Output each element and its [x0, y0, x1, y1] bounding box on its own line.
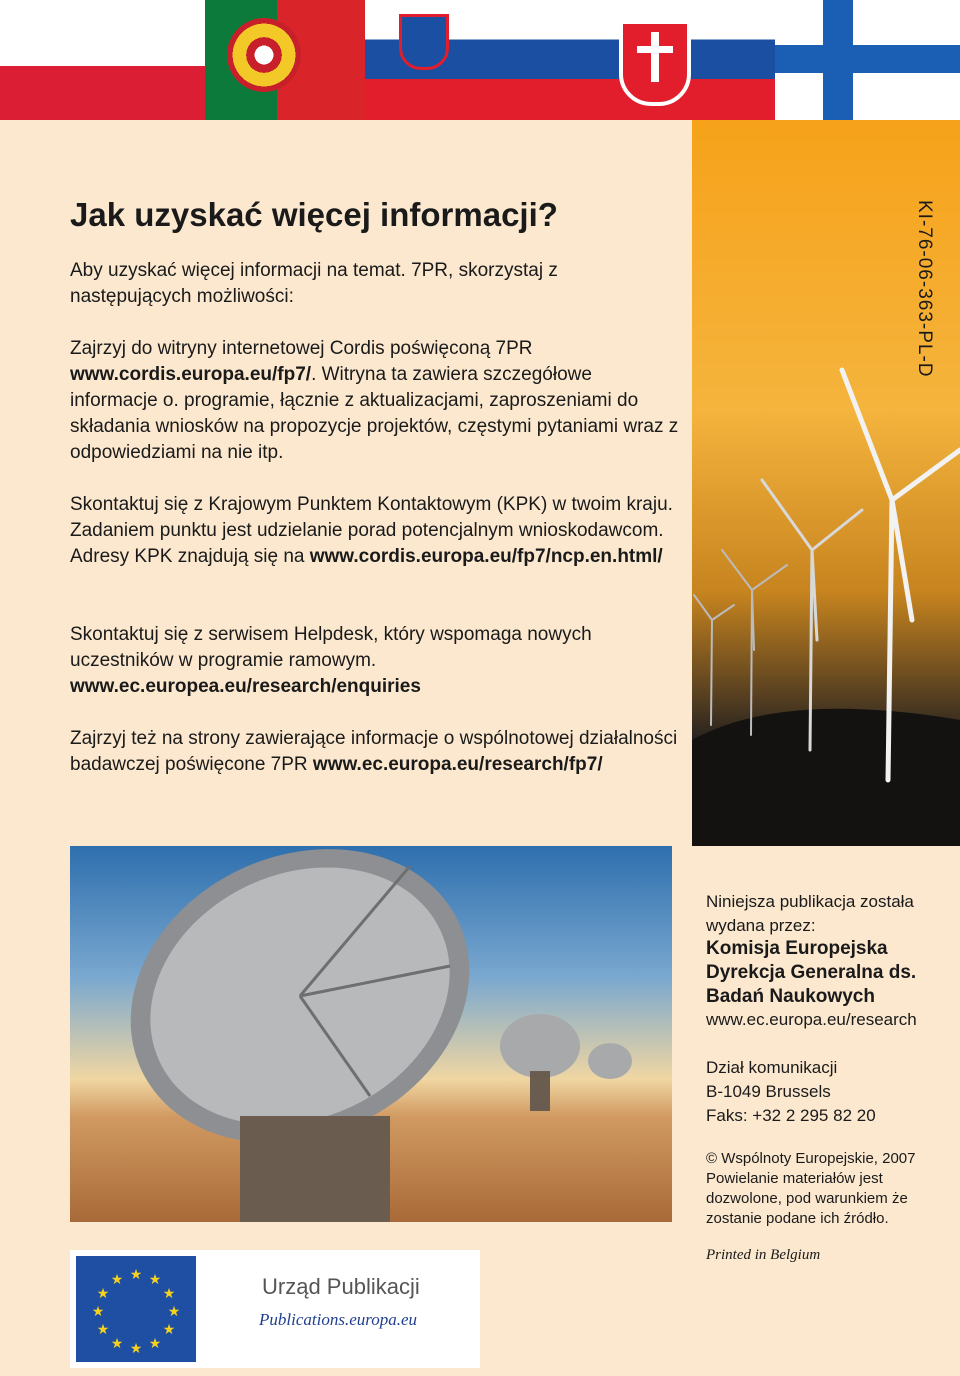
publications-office-logo [70, 1250, 480, 1368]
publisher-department: Dział komunikacji [706, 1058, 838, 1077]
svg-text:★: ★ [91, 1304, 105, 1320]
logo-subtitle: Publications.europa.eu [259, 1310, 418, 1329]
research-paragraph: Zajrzyj też na strony zawierające informacje o wspólnotowej działalności badawczej poświęcone 7PR www.ec.europa.eu/research/fp7/ [70, 728, 678, 775]
flag-finland [775, 0, 960, 120]
fp7-research-link[interactable]: www.ec.europa.eu/research/fp7/ [312, 754, 603, 775]
intro-paragraph: Aby uzyskać więcej informacji na temat. 7PR, skorzystaj z następujących możliwości: [70, 260, 558, 307]
svg-text:★: ★ [110, 1272, 124, 1288]
svg-text:★: ★ [110, 1336, 124, 1352]
svg-text:★: ★ [148, 1272, 162, 1288]
flag-slovenia [365, 0, 575, 120]
copyright-line: © Wspólnoty Europejskie, 2007 [706, 1150, 916, 1167]
copyright-block [706, 1149, 954, 1229]
svg-text:★: ★ [167, 1304, 181, 1320]
publisher-intro: Niniejsza publikacja została wydana przez: [706, 892, 914, 935]
ncp-link[interactable]: www.cordis.europa.eu/fp7/ncp.en.html/ [309, 546, 663, 567]
flag-slovakia [575, 0, 775, 120]
svg-text:★: ★ [162, 1322, 176, 1338]
svg-text:★: ★ [96, 1286, 110, 1302]
slovenia-shield-icon [399, 14, 449, 70]
publisher-org: Komisja Europejska [706, 938, 888, 959]
svg-text:★: ★ [162, 1286, 176, 1302]
publisher-fax: Faks: +32 2 295 82 20 [706, 1106, 876, 1125]
svg-text:★: ★ [129, 1341, 143, 1357]
ncp-paragraph: Skontaktuj się z Krajowym Punktem Kontaktowym (KPK) w twoim kraju. Zadaniem punktu jest udzielanie porad potencjalnym wnioskodawcom. Adresy KPK znajdują się na www.cordis.europa.eu/fp7/ncp.en.html/ [70, 494, 673, 567]
flag-portugal [205, 0, 365, 120]
svg-text:★: ★ [129, 1267, 143, 1283]
publisher-directorate: Dyrekcja Generalna ds. Badań Naukowych [706, 962, 917, 1007]
radio-telescope-photo [70, 846, 672, 1222]
slovakia-shield-icon [619, 20, 691, 106]
cordis-link[interactable]: www.cordis.europa.eu/fp7/ [70, 364, 312, 385]
logo-title: Urząd Publikacji [262, 1274, 420, 1299]
flags-banner [0, 0, 960, 120]
helpdesk-paragraph: Skontaktuj się z serwisem Helpdesk, który wspomaga nowych uczestników w programie ramowym. www.ec.europea.eu/research/enquiries [70, 624, 592, 697]
svg-text:★: ★ [96, 1322, 110, 1338]
helpdesk-link[interactable]: www.ec.europea.eu/research/enquiries [70, 676, 421, 697]
svg-text:★: ★ [148, 1336, 162, 1352]
portugal-emblem-icon [227, 18, 301, 92]
eu-flag-icon [76, 1256, 196, 1362]
flag-poland [0, 0, 205, 120]
publisher-address: B-1049 Brussels [706, 1082, 831, 1101]
document-code: KI-76-06-363-PL-D [914, 200, 935, 378]
cordis-paragraph: Zajrzyj do witryny internetowej Cordis poświęconą 7PR www.cordis.europa.eu/fp7/. Witryna ta zawiera szczegółowe informacje o. programie, łącznie z aktualizacjami, zaproszeniami do składania wniosków na propozycje projektów, częstymi pytaniami wraz z odpowiedziami na nie itp. [70, 338, 679, 463]
publisher-url[interactable]: www.ec.europa.eu/research [706, 1010, 917, 1029]
printed-in: Printed in Belgium [706, 1247, 821, 1263]
copyright-note: Powielanie materiałów jest dozwolone, pod warunkiem że zostanie podane ich źródło. [706, 1170, 908, 1227]
page-title: Jak uzyskać więcej informacji? [70, 196, 558, 233]
